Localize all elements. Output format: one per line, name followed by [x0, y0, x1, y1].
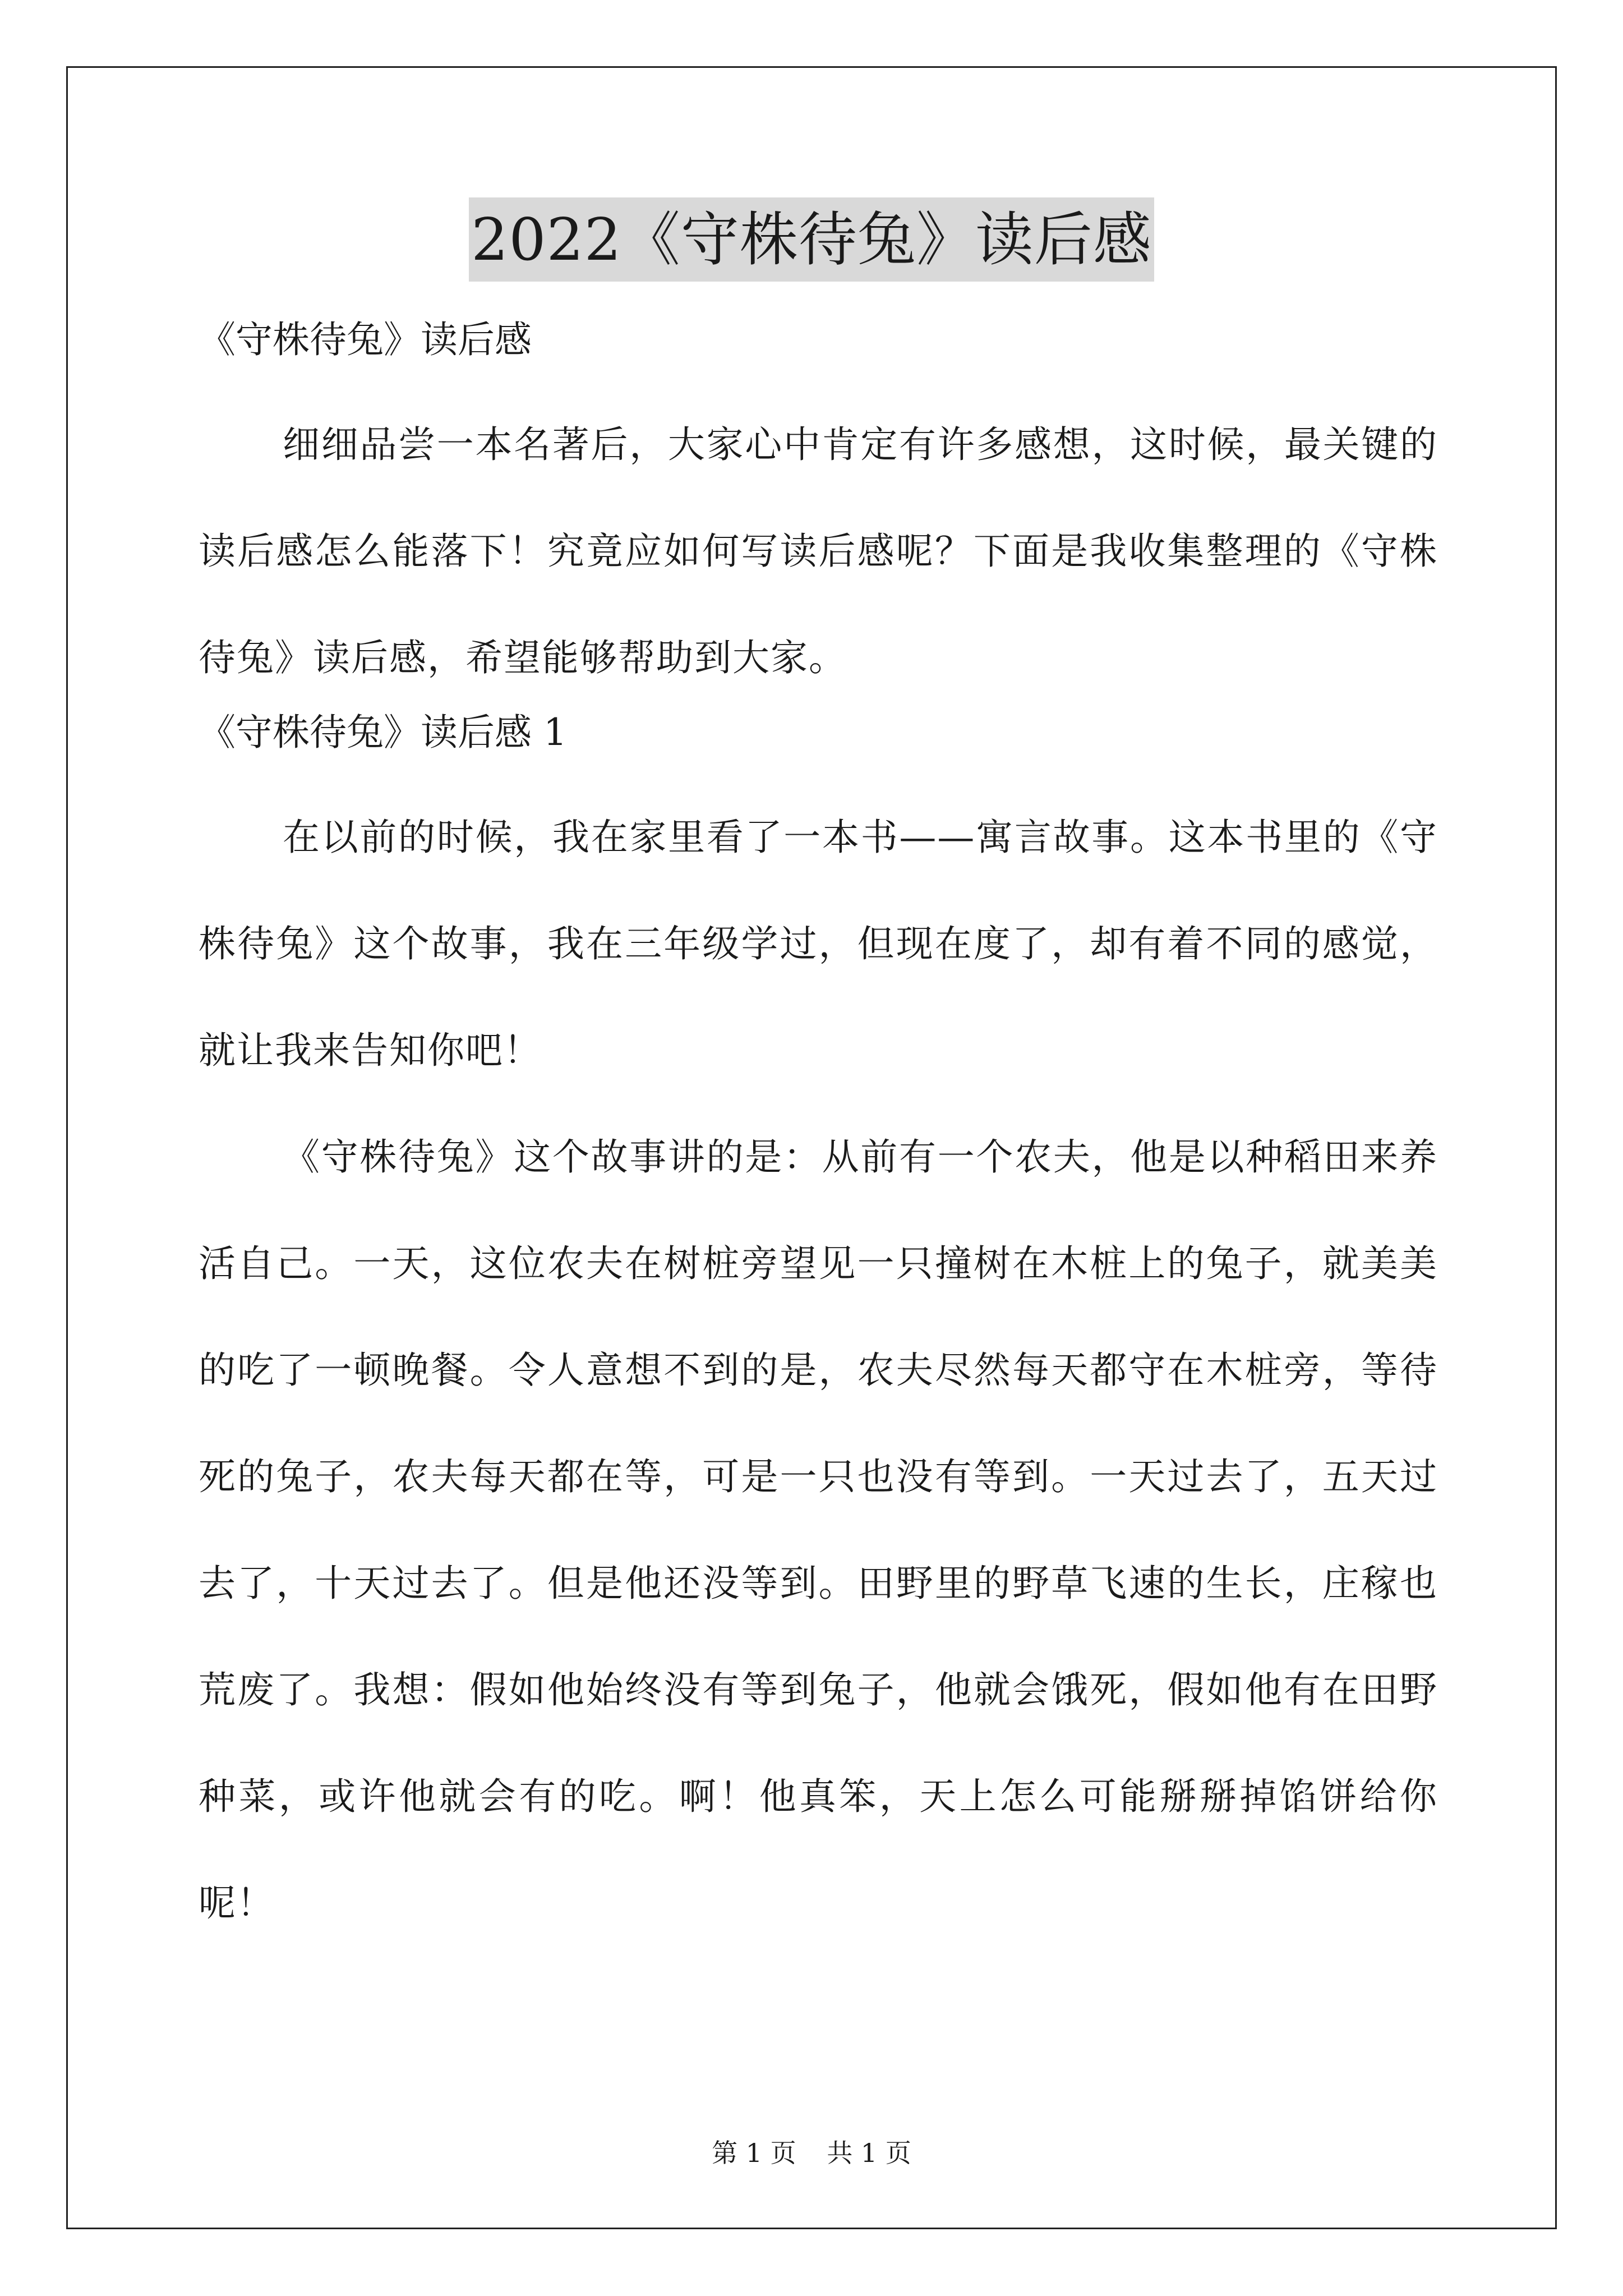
- essay-paragraph-2: 《守株待兔》这个故事讲的是：从前有一个农夫，他是以种稻田来养活自己。一天，这位农夫在树桩旁望见一只撞树在木桩上的兔子，就美美的吃了一顿晚餐。令人意想不到的是，农夫尽然每天都守在木桩旁，等待死的兔子，农夫每天都在等，可是一只也没有等到。一天过去了，五天过去了，十天过去了。但是他还没等到。田野里的野草飞速的生长，庄稼也荒废了。我想：假如他始终没有等到兔子，他就会饿死，假如他有在田野种菜，或许他就会有的吃。啊！他真笨，天上怎么可能掰掰掉馅饼给你呢！: [199, 1135, 1438, 1925]
- intro-paragraph: 细细品尝一本名著后，大家心中肯定有许多感想，这时候，最关键的读后感怎么能落下！究竟应如何写读后感呢？下面是我收集整理的《守株待兔》读后感，希望能够帮助到大家。: [199, 423, 1438, 679]
- document-body: [199, 313, 1438, 1957]
- page-number-total: 共 1 页: [827, 2138, 911, 2168]
- section-heading-intro: 《守株待兔》读后感: [199, 318, 532, 361]
- essay-paragraph-1: 在以前的时候，我在家里看了一本书——寓言故事。这本书里的《守株待兔》这个故事，我在三年级学过，但现在度了，却有着不同的感觉，就让我来告知你吧！: [199, 816, 1438, 1072]
- document-title: 2022《守株待兔》读后感: [469, 197, 1154, 282]
- title-container: [0, 197, 1623, 282]
- page-number-current: 第 1 页: [712, 2138, 796, 2168]
- section-heading-essay-1: 《守株待兔》读后感 1: [199, 711, 567, 754]
- page-footer: [0, 2136, 1623, 2170]
